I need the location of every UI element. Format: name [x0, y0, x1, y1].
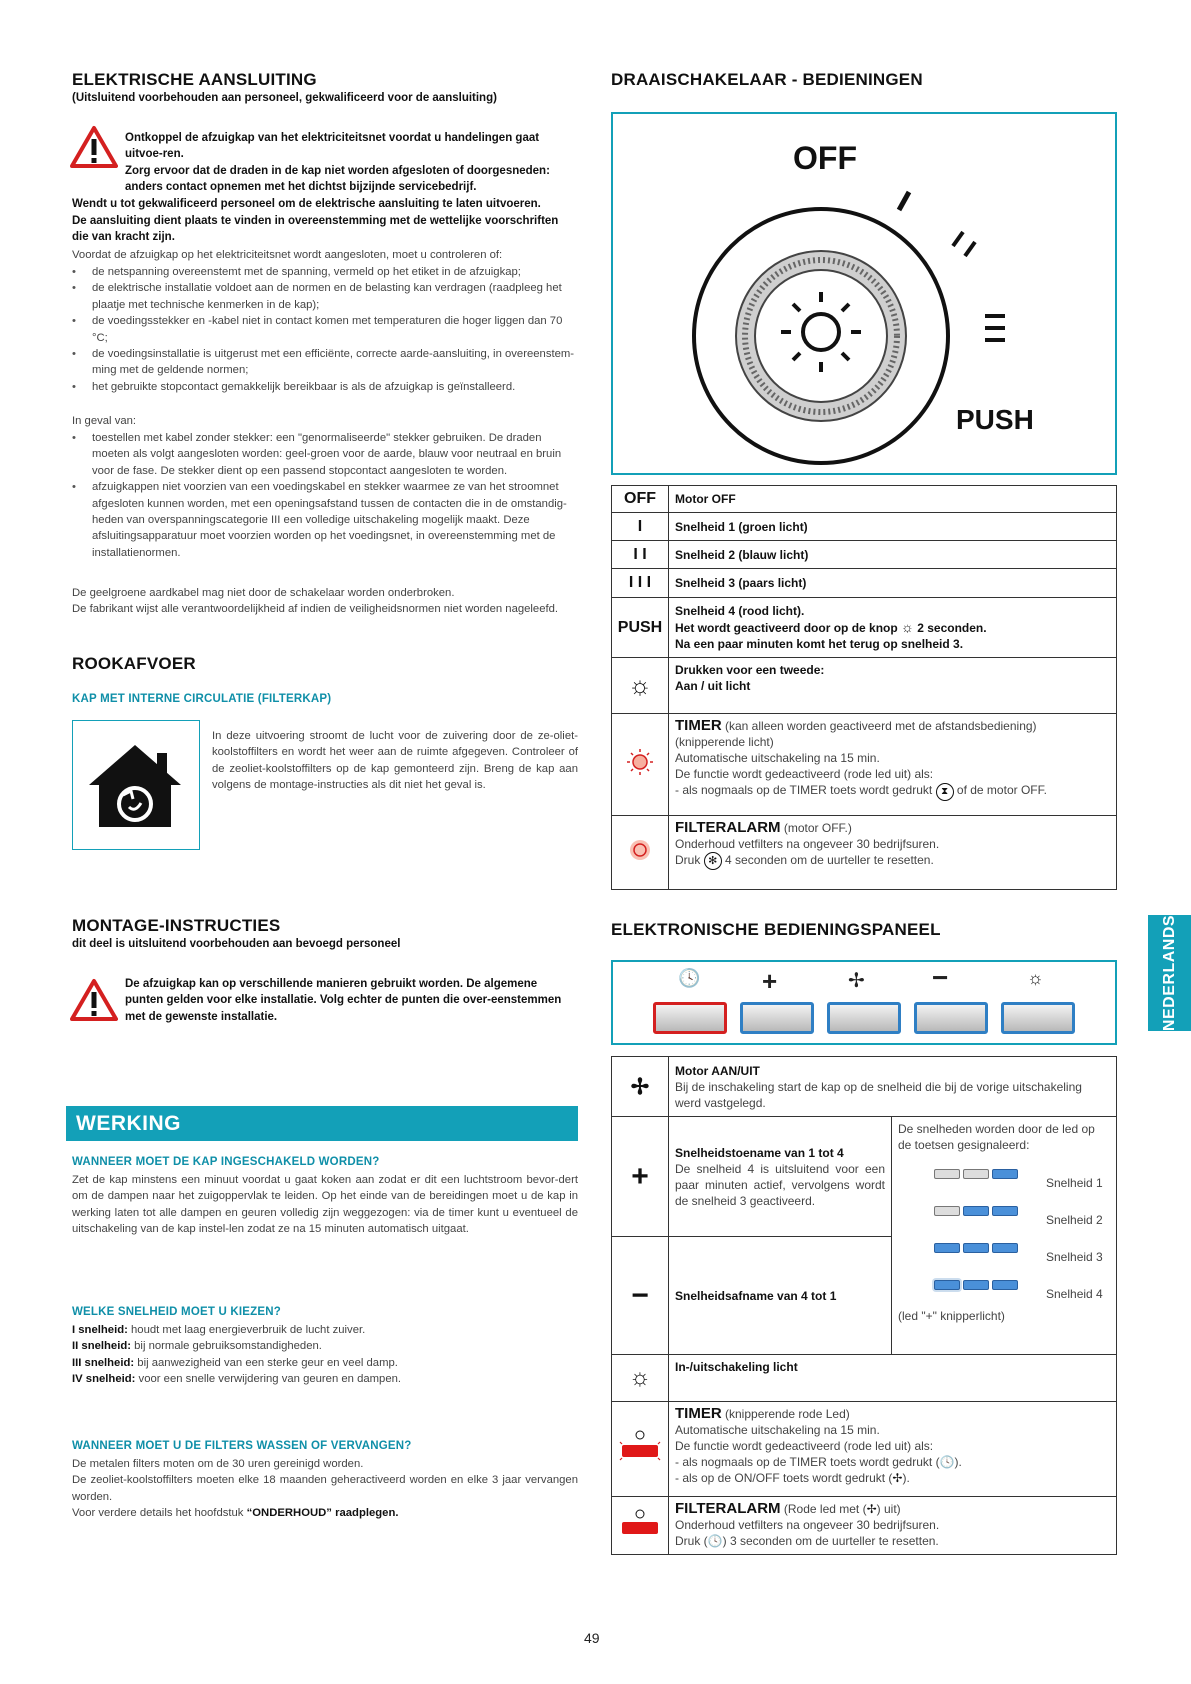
werking-answer-3: De metalen filters moten om de 30 uren gereinigd worden. De zeoliet-koolstoffilters moeten elke 18 maanden geheractiveerd worden en elke 3 jaar vervangen worden. Voor verdere details het hoofdstuk “ONDERHOUD” raadplegen. — [72, 1458, 578, 1520]
montage-warning: De afzuigkap kan op verschillende manieren gebruikt worden. De algemene punten gelden voor elke installatie. Volg echter de punten die over-eenstemmen met de gewenste installatie. — [125, 978, 562, 1023]
minus-icon: − — [631, 1278, 649, 1312]
list-item: • de voedingsstekker en -kabel niet in contact komen met temperaturen die hoger liggen dan 70 °C; — [72, 313, 578, 346]
speed-list — [72, 1322, 578, 1388]
timer-icon: ⧗ — [936, 783, 954, 801]
language-tab — [1148, 915, 1191, 1031]
clock-icon: 🕓 — [707, 1534, 723, 1548]
table-row: ☼ Drukken voor een tweede: Aan / uit licht — [612, 658, 1117, 714]
clock-icon: 🕓 — [678, 968, 701, 988]
off-label: OFF — [793, 140, 857, 176]
speed-1-leds — [934, 1167, 1021, 1183]
row-symbol: OFF — [612, 486, 669, 513]
speed-led-legend: De snelheden worden door de led op de toetsen gesignaleerd: Snelheid 1 Snelheid 2 Snelheid 3 Snelheid 4 (led "+" knipperlicht) — [892, 1117, 1117, 1355]
recirculation-icon — [73, 721, 198, 848]
speed-label: Snelheid 3 — [1046, 1250, 1103, 1264]
light-icon: ☼ — [901, 619, 914, 635]
row-symbol: PUSH — [612, 598, 669, 658]
page-number: 49 — [584, 1630, 600, 1646]
speed-item: II snelheid: bij normale gebruiksomstandigheden. — [72, 1340, 322, 1353]
list-item: • de voedingsinstallatie is uitgerust met een efficiënte, correcte aarde-aansluiting, in overeenstem-ming met de geldende normen; — [72, 346, 578, 379]
light-icon: ☼ — [1027, 968, 1044, 988]
table-row: ✢ Motor AAN/UIT Bij de inschakeling start de kap op de snelheid die bij de vorige uitschakeling werd vastgelegd. — [612, 1057, 1117, 1117]
section-subtitle-montage: dit deel is uitsluitend voorbehouden aan bevoegd personeel — [72, 938, 401, 950]
speed-4-leds — [934, 1278, 1021, 1294]
section-title-rook: ROOKAFVOER — [72, 654, 196, 673]
table-row: + Snelheidstoename van 1 tot 4 De snelheid 4 is uitsluitend voor een paar minuten actief, vervolgens wordt de snelheid 3 geactiveerd. De snelheden worden door de led op de toetsen gesignaleerd: Snelheid 1 Snelheid 2 Snelheid 3 Snelheid 4 (led "+" knipperlicht) — [612, 1117, 1117, 1237]
row-symbol: I I I — [612, 569, 669, 598]
table-row: PUSH Snelheid 4 (rood licht). Het wordt geactiveerd door op de knop ☼ 2 seconden. Na een paar minuten komt het terug op snelheid 3. — [612, 598, 1117, 658]
section-subtitle-elektrisch: (Uitsluitend voorbehouden aan personeel, gekwalificeerd voor de aansluiting) — [72, 92, 497, 104]
cases-intro: In geval van: — [72, 415, 137, 427]
warning-icon — [70, 125, 118, 169]
warning-text-1: Ontkoppel de afzuigkap van het elektriciteitsnet voordat u handelingen gaat uitvoe-ren. — [125, 132, 540, 161]
speed-item: I snelheid: houdt met laag energieverbruik de lucht zuiver. — [72, 1324, 366, 1336]
table-row: ☼ In-/uitschakeling licht — [612, 1355, 1117, 1402]
filter-alarm-led-icon — [626, 836, 654, 864]
language-label: NEDERLANDS — [1160, 914, 1178, 1032]
blink-note: (led "+" knipperlicht) — [898, 1309, 1005, 1323]
table-row: TIMER (kan alleen worden geactiveerd met de afstandsbediening) (knipperende licht) Automatische uitschakeling na 15 min. De functie wordt gedeactiveerd (rode led uit) als: - als nogmaals op de TIMER toets wordt gedrukt ⧗ of de motor OFF. — [612, 714, 1117, 816]
light-button[interactable] — [1001, 1002, 1075, 1034]
werking-question-1: WANNEER MOET DE KAP INGESCHAKELD WORDEN? — [72, 1156, 380, 1168]
table-row: − Snelheidsafname van 4 tot 1 — [612, 1237, 1117, 1355]
section-title-draai: DRAAISCHAKELAAR - BEDIENINGEN — [611, 70, 923, 89]
timer-led-icon — [618, 1427, 662, 1467]
speed-item: III snelheid: bij aanwezigheid van een sterke geur en veel damp. — [72, 1356, 398, 1369]
fan-icon: ✢ — [630, 1073, 650, 1099]
list-item: • afzuigkappen niet voorzien van een voedingskabel en stekker waarmee ze van het stroomnet afgesloten kunnen worden, met een openingsafstand tussen de contacten die in de omstandig-heden van overspanningscategorie III een volledige uitschakeling mogelijk maakt. Deze afsluitingsapparatuur moet voorzien worden op het voedingsnet, in overeenstemming met de installatienormen. — [72, 479, 578, 561]
minus-button[interactable] — [914, 1002, 988, 1034]
light-icon: ☼ — [628, 670, 652, 700]
table-row: TIMER (knipperende rode Led) Automatische uitschakeling na 15 min. De functie wordt gedeactiveerd (rode led uit) als: - als nogmaals op de TIMER toets wordt gedrukt (🕓). - als op de ON/OFF toets wordt gedrukt (✢). — [612, 1402, 1117, 1497]
werking-question-3: WANNEER MOET U DE FILTERS WASSEN OF VERVANGEN? — [72, 1440, 412, 1452]
minus-icon: − — [932, 962, 949, 993]
werking-answer-1: Zet de kap minstens een minuut voordat u gaat koken aan zodat er dit een luchtstroom bevor-dert om de dampen naar het zuigoppervlak te leiden. Op het einde van de bereidingen moet u de kap in werking laten tot alle dampen en geuren volledig zijn weggezogen: via de timer kunt u eventueel de uitschakeling van de kap instel-len zodat ze na 15 minuten automatisch uitgaat. — [72, 1174, 578, 1236]
checks-intro: Voordat de afzuigkap op het elektriciteitsnet wordt aangesloten, moet u controleren of: — [72, 249, 503, 261]
section-title-elektrisch: ELEKTRISCHE AANSLUITING — [72, 70, 317, 89]
rotary-commands-table — [611, 485, 1117, 890]
list-item: • toestellen met kabel zonder stekker: een "genormaliseerde" stekker gebruiken. De draden moeten als volgt aangesloten worden: geel-groen voor de aarde, blauw voor neutraal en bruin voor de fase. De stekker dient op een passend stopcontact aangesloten te worden. — [72, 430, 578, 479]
fan-icon: ✢ — [866, 1502, 877, 1516]
recirculation-image — [72, 720, 200, 850]
clock-icon: 🕓 — [939, 1455, 955, 1469]
cases-list — [72, 430, 578, 561]
bold-note-1: Wendt u tot gekwalificeerd personeel om de elektrische aansluiting te laten uitvoeren. — [72, 198, 541, 210]
table-row: FILTERALARM (Rode led met (✢) uit) Onderhoud vetfilters na ongeveer 30 bedrijfsuren. Druk (🕓) 3 seconden om de uurteller te resetten. — [612, 1497, 1117, 1555]
werking-question-2: WELKE SNELHEID MOET U KIEZEN? — [72, 1306, 281, 1318]
panel-commands-table — [611, 1056, 1117, 1555]
table-row: OFF Motor OFF — [612, 486, 1117, 513]
speed-3-leds — [934, 1241, 1021, 1257]
light-icon: ☼ — [629, 1364, 651, 1391]
timer-button[interactable] — [653, 1002, 727, 1034]
checks-list — [72, 264, 578, 395]
rook-text: In deze uitvoering stroomt de lucht voor de zuivering door de ze-oliet-koolstoffilters en wordt het weer aan de ruimte afgegeven. Controleer of de zeoliet-koolstoffilters op de kap gemonteerd zijn. Breng de kap aan volgens de montage-instructies als dit niet het geval is. — [212, 730, 578, 792]
speed-label: Snelheid 4 — [1046, 1287, 1103, 1301]
ground-note-1: De geelgroene aardkabel mag niet door de schakelaar worden onderbroken. — [72, 587, 455, 599]
filter-alarm-led-icon — [618, 1508, 662, 1538]
fan-icon: ✢ — [892, 1471, 903, 1485]
row-symbol: I I — [612, 541, 669, 569]
list-item: • de netspanning overeenstemt met de spanning, vermeld op het etiket in de afzuigkap; — [72, 264, 578, 280]
plus-button[interactable] — [740, 1002, 814, 1034]
speed-label: Snelheid 1 — [1046, 1176, 1103, 1190]
list-item: • de elektrische installatie voldoet aan de normen en de belasting kan verdragen (raadpleeg het plaatje met technische kenmerken in de kap); — [72, 280, 578, 313]
push-label: PUSH — [956, 404, 1034, 435]
fan-icon: ✻ — [704, 852, 722, 870]
warning-text-2: Zorg ervoor dat de draden in de kap niet worden afgesloten of doorgesneden: anders contact opnemen met het dichtst bijzijnde servicebedrijf. — [125, 165, 550, 194]
plus-icon: + — [762, 966, 778, 996]
werking-banner — [66, 1106, 578, 1141]
table-row: I I I Snelheid 3 (paars licht) — [612, 569, 1117, 598]
speed-2-leds — [934, 1204, 1021, 1220]
speed-item: IV snelheid: voor een snelle verwijdering van geuren en dampen. — [72, 1373, 402, 1386]
table-row: I Snelheid 1 (groen licht) — [612, 513, 1117, 541]
warning-icon — [70, 978, 118, 1022]
fan-icon: ✢ — [848, 970, 865, 992]
section-title-elek: ELEKTRONISCHE BEDIENINGSPANEEL — [611, 920, 941, 939]
ground-note-2: De fabrikant wijst alle verantwoordelijkheid af indien de veiligheidsnormen niet worden nageleefd. — [72, 603, 559, 615]
section-subtitle-rook: KAP MET INTERNE CIRCULATIE (FILTERKAP) — [72, 693, 332, 705]
werking-title: WERKING — [76, 1112, 181, 1135]
table-row: FILTERALARM (motor OFF.) Onderhoud vetfilters na ongeveer 30 bedrijfsuren. Druk ✻ 4 seconden om de uurteller te resetten. — [612, 816, 1117, 890]
section-title-montage: MONTAGE-INSTRUCTIES — [72, 916, 281, 935]
list-item: • het gebruikte stopcontact gemakkelijk bereikbaar is als de afzuigkap is geïnstalleerd. — [72, 379, 578, 395]
plus-icon: + — [631, 1159, 649, 1193]
speed-label: Snelheid 2 — [1046, 1213, 1103, 1227]
rotary-switch-diagram — [611, 112, 1117, 475]
bold-note-2: De aansluiting dient plaats te vinden in overeenstemming met de wettelijke voorschriften die van kracht zijn. — [72, 215, 559, 244]
row-symbol: I — [612, 513, 669, 541]
table-row: I I Snelheid 2 (blauw licht) — [612, 541, 1117, 569]
control-panel — [611, 960, 1117, 1045]
motor-button[interactable] — [827, 1002, 901, 1034]
timer-led-icon — [625, 747, 655, 777]
rotary-knob-icon — [613, 114, 1115, 473]
